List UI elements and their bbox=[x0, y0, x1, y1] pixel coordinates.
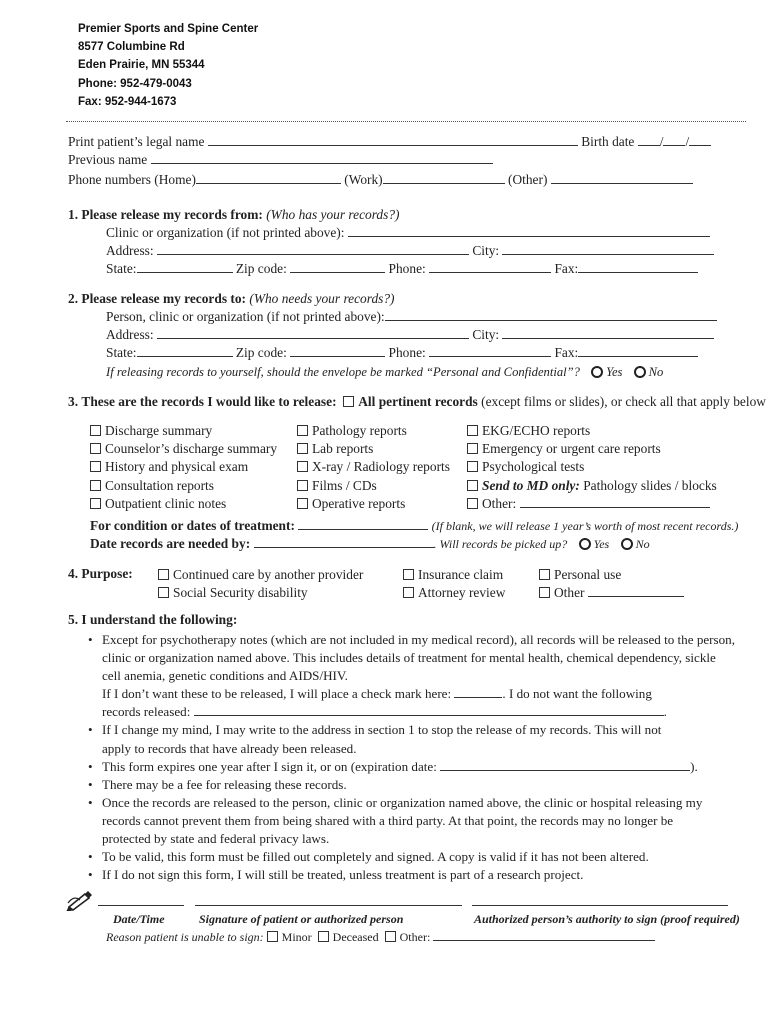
date-needed-label: Date records are needed by: bbox=[90, 536, 251, 551]
checkbox[interactable] bbox=[403, 569, 414, 580]
condition-field[interactable] bbox=[298, 518, 428, 530]
section3-heading bbox=[68, 394, 766, 410]
clinic-city: Eden Prairie, MN 55344 bbox=[78, 59, 205, 72]
s1-fax-label: Fax: bbox=[554, 261, 579, 276]
purpose-option bbox=[403, 566, 505, 584]
s2-org-row bbox=[106, 309, 717, 325]
bullet: • bbox=[88, 722, 93, 738]
no-label: No bbox=[648, 365, 664, 379]
item-text: records cannot prevent them from being shared with a third party. At that point, the records may no longer be bbox=[102, 812, 674, 828]
item-text: cell anemia, genetic conditions and AIDS/HIV. bbox=[102, 668, 348, 684]
records-col1 bbox=[90, 422, 277, 513]
checkbox[interactable] bbox=[403, 587, 414, 598]
previous-name-field[interactable] bbox=[151, 152, 493, 164]
list-item bbox=[88, 758, 735, 776]
option-label: X-ray / Radiology reports bbox=[312, 459, 450, 475]
option-label: EKG/ECHO reports bbox=[482, 423, 591, 438]
list-item bbox=[88, 721, 735, 739]
clinic-header bbox=[78, 20, 258, 111]
checkbox[interactable] bbox=[90, 443, 101, 454]
option-label: Psychological tests bbox=[482, 459, 585, 475]
work-phone-label: (Work) bbox=[344, 172, 383, 187]
checkbox[interactable] bbox=[90, 498, 101, 509]
patient-name-field[interactable] bbox=[208, 134, 578, 146]
list-item-cont bbox=[88, 740, 735, 758]
work-phone-field[interactable] bbox=[383, 172, 505, 184]
s1-address-row bbox=[106, 243, 714, 259]
section2-heading bbox=[68, 291, 395, 307]
signature-label: Signature of patient or authorized person bbox=[199, 912, 404, 926]
no-release-check-field[interactable] bbox=[454, 686, 502, 698]
other-phone-label: (Other) bbox=[508, 172, 548, 187]
other-records-field[interactable] bbox=[520, 496, 710, 508]
item-text: To be valid, this form must be filled out completely and signed. A copy is valid if it has not been altered. bbox=[102, 849, 649, 865]
option-label: Emergency or urgent care reports bbox=[482, 441, 661, 457]
s1-phone-field[interactable] bbox=[429, 261, 551, 273]
record-option bbox=[90, 495, 277, 513]
s1-zip-label: Zip code: bbox=[235, 261, 287, 276]
clinic-name: Premier Sports and Spine Center bbox=[78, 23, 259, 35]
record-option bbox=[297, 477, 450, 495]
envelope-no-radio[interactable] bbox=[634, 366, 646, 378]
section-number: 1. bbox=[68, 207, 79, 222]
reason-other-field[interactable] bbox=[433, 929, 655, 941]
checkbox[interactable] bbox=[297, 461, 308, 472]
s2-phone-label: Phone: bbox=[388, 345, 426, 360]
bullet: • bbox=[88, 867, 93, 883]
section-number: 4. bbox=[68, 566, 79, 581]
item-text: apply to records that have already been released. bbox=[102, 740, 357, 756]
section2-title: Please release my records to: bbox=[81, 291, 246, 306]
list-item bbox=[88, 631, 735, 649]
option-label: Continued care by another provider bbox=[173, 567, 364, 582]
minor-label: Minor bbox=[281, 930, 312, 944]
yes-label: Yes bbox=[606, 365, 623, 379]
s2-address-label: Address: bbox=[106, 327, 154, 342]
item-text: This form expires one year after I sign it, or on (expiration date: bbox=[102, 758, 437, 774]
birth-year-field[interactable] bbox=[689, 134, 711, 146]
s1-city-field[interactable] bbox=[502, 243, 714, 255]
option-label: Outpatient clinic notes bbox=[105, 495, 227, 511]
checkbox[interactable] bbox=[539, 587, 550, 598]
list-item-cont bbox=[88, 685, 735, 703]
option-label: History and physical exam bbox=[105, 459, 249, 475]
understanding-list bbox=[88, 631, 735, 884]
checkbox[interactable] bbox=[467, 498, 478, 509]
checkbox[interactable] bbox=[90, 461, 101, 472]
bullet: • bbox=[88, 794, 93, 810]
authority-line[interactable] bbox=[472, 905, 728, 906]
checkbox[interactable] bbox=[297, 498, 308, 509]
s1-city-label: City: bbox=[472, 243, 500, 258]
s2-address-row bbox=[106, 327, 714, 343]
section2-hint: (Who needs your records?) bbox=[249, 291, 395, 306]
record-option bbox=[297, 495, 450, 513]
date-needed-field[interactable] bbox=[254, 536, 434, 548]
birth-day-field[interactable] bbox=[663, 134, 685, 146]
s2-address-field[interactable] bbox=[157, 327, 469, 339]
checkbox[interactable] bbox=[297, 480, 308, 491]
section-number: 2. bbox=[68, 291, 79, 306]
list-item bbox=[88, 776, 735, 794]
records-col2 bbox=[297, 422, 450, 513]
s2-fax-field[interactable] bbox=[578, 345, 698, 357]
envelope-question: If releasing records to yourself, should the envelope be marked “Personal and Confidential”? bbox=[106, 365, 580, 379]
list-item-cont bbox=[88, 649, 735, 667]
record-option bbox=[297, 458, 450, 476]
other-checkbox[interactable] bbox=[385, 931, 396, 942]
list-item bbox=[88, 848, 735, 866]
s1-fax-field[interactable] bbox=[578, 261, 698, 273]
item-text: There may be a fee for releasing these records. bbox=[102, 776, 347, 792]
s2-city-field[interactable] bbox=[502, 327, 714, 339]
record-option bbox=[467, 458, 717, 476]
purpose-option bbox=[539, 566, 684, 584]
send-md-label: Send to MD only: bbox=[482, 477, 580, 493]
s1-state-field[interactable] bbox=[137, 261, 233, 273]
bullet: • bbox=[88, 849, 93, 865]
date-time-line[interactable] bbox=[98, 905, 184, 906]
section1-title: Please release my records from: bbox=[81, 207, 263, 222]
all-records-note: (except films or slides), or check all that apply below bbox=[481, 394, 766, 409]
list-item-cont bbox=[88, 667, 735, 685]
checkbox[interactable] bbox=[467, 461, 478, 472]
authority-label: Authorized person’s authority to sign (proof required) bbox=[474, 912, 740, 926]
list-item-cont: records released: . bbox=[102, 704, 667, 720]
item-text: clinic or organization named above. This includes details of treatment for mental health, chemical dependency, sickle bbox=[102, 650, 716, 666]
s2-city-label: City: bbox=[472, 327, 500, 342]
envelope-row bbox=[106, 364, 663, 380]
previous-name-label: Previous name bbox=[68, 152, 148, 167]
checkbox[interactable] bbox=[467, 425, 478, 436]
option-label: Personal use bbox=[554, 567, 622, 582]
option-label: Lab reports bbox=[312, 441, 374, 457]
option-label: Social Security disability bbox=[173, 585, 308, 600]
item-text: protected by state and federal privacy laws. bbox=[102, 831, 330, 847]
checkbox[interactable] bbox=[297, 425, 308, 436]
checkbox[interactable] bbox=[90, 425, 101, 436]
section1-heading bbox=[68, 207, 399, 223]
checkbox[interactable] bbox=[297, 443, 308, 454]
record-option bbox=[90, 440, 277, 458]
option-label: Pathology reports bbox=[312, 423, 407, 438]
purpose-option bbox=[158, 584, 363, 602]
option-label: Counselor’s discharge summary bbox=[105, 441, 278, 457]
option-label: Films / CDs bbox=[312, 477, 377, 493]
deceased-checkbox[interactable] bbox=[318, 931, 329, 942]
bullet: • bbox=[88, 758, 93, 774]
option-label: Operative reports bbox=[312, 495, 406, 511]
item-text: records released: bbox=[102, 704, 191, 720]
s2-fax-label: Fax: bbox=[554, 345, 579, 360]
record-option bbox=[467, 422, 717, 440]
checkbox[interactable] bbox=[467, 480, 478, 491]
other-phone-field[interactable] bbox=[551, 172, 693, 184]
item-text: If I change my mind, I may write to the address in section 1 to stop the release of my records. This will not bbox=[102, 722, 662, 738]
item-text: Once the records are released to the person, clinic or organization named above, the clinic or hospital releasing my bbox=[102, 794, 703, 810]
s2-state-row bbox=[106, 345, 698, 361]
s1-address-field[interactable] bbox=[157, 243, 469, 255]
list-item-cont bbox=[88, 812, 735, 830]
patient-name-label: Print patient’s legal name bbox=[68, 134, 205, 149]
s2-state-label: State: bbox=[106, 345, 137, 360]
item-text: If I don’t want these to be released, I will place a check mark here: bbox=[102, 686, 452, 702]
no-label: No bbox=[635, 537, 650, 551]
date-needed-row bbox=[90, 536, 650, 552]
purpose-col1 bbox=[158, 566, 363, 602]
option-label: Other: bbox=[482, 495, 517, 511]
record-option bbox=[297, 440, 450, 458]
item-text: Except for psychotherapy notes (which are not included in my medical record), all records will be released to the person, bbox=[102, 632, 736, 647]
checkbox[interactable] bbox=[467, 443, 478, 454]
section5-title: I understand the following: bbox=[81, 612, 238, 627]
list-item bbox=[88, 866, 735, 884]
clinic-fax: Fax: 952-944-1673 bbox=[78, 95, 177, 108]
deceased-label: Deceased bbox=[332, 930, 379, 944]
purpose-option bbox=[158, 566, 363, 584]
s2-phone-field[interactable] bbox=[429, 345, 551, 357]
purpose-col2 bbox=[403, 566, 505, 602]
patient-name-row bbox=[68, 134, 711, 150]
dotted-divider bbox=[66, 121, 746, 122]
checkbox[interactable] bbox=[158, 587, 169, 598]
option-label: Insurance claim bbox=[418, 567, 504, 582]
purpose-option bbox=[539, 584, 684, 602]
s1-address-label: Address: bbox=[106, 243, 154, 258]
pickup-yes-radio[interactable] bbox=[579, 538, 591, 550]
yes-label: Yes bbox=[593, 537, 610, 551]
pickup-no-radio[interactable] bbox=[621, 538, 633, 550]
item-text: ). bbox=[690, 758, 698, 774]
other-label: Other: bbox=[399, 930, 431, 944]
option-label: Pathology slides / blocks bbox=[583, 477, 717, 493]
record-option bbox=[90, 422, 277, 440]
clinic-phone: Phone: 952-479-0043 bbox=[78, 77, 192, 90]
birth-date-label: Birth date bbox=[581, 134, 635, 149]
record-option-other bbox=[467, 495, 717, 513]
s1-zip-field[interactable] bbox=[290, 261, 385, 273]
record-option bbox=[467, 440, 717, 458]
envelope-yes-radio[interactable] bbox=[591, 366, 603, 378]
checkbox[interactable] bbox=[158, 569, 169, 580]
option-label: Attorney review bbox=[418, 585, 506, 600]
section-number: 3. bbox=[68, 394, 79, 409]
s1-phone-label: Phone: bbox=[388, 261, 426, 276]
birth-month-field[interactable] bbox=[638, 134, 660, 146]
s2-org-label: Person, clinic or organization (if not printed above): bbox=[106, 309, 385, 324]
item-text: If I do not sign this form, I will still be treated, unless treatment is part of a research project. bbox=[102, 867, 584, 883]
condition-note: (If blank, we will release 1 year’s worth of most recent records.) bbox=[431, 519, 739, 533]
pickup-question: . Will records be picked up? bbox=[433, 537, 568, 551]
s1-state-row bbox=[106, 261, 698, 277]
date-sep: / bbox=[659, 134, 664, 149]
condition-row bbox=[90, 518, 738, 534]
purpose-col3 bbox=[539, 566, 684, 602]
s2-org-field[interactable] bbox=[385, 309, 717, 321]
all-records-label: All pertinent records bbox=[358, 394, 478, 409]
home-phone-label: Phone numbers (Home) bbox=[68, 172, 196, 187]
purpose-other-field[interactable] bbox=[588, 585, 684, 597]
s1-state-label: State: bbox=[106, 261, 137, 276]
expiration-date-field[interactable] bbox=[440, 759, 690, 771]
section-number: 5. bbox=[68, 612, 79, 627]
phone-row bbox=[68, 172, 693, 188]
record-option-send-md bbox=[467, 477, 717, 495]
section5-heading bbox=[68, 612, 237, 628]
bullet: • bbox=[88, 632, 93, 647]
all-records-checkbox[interactable] bbox=[343, 396, 354, 407]
section4-heading bbox=[68, 566, 133, 582]
bullet: • bbox=[88, 776, 93, 792]
reason-label: Reason patient is unable to sign: bbox=[106, 930, 264, 944]
option-label: Consultation reports bbox=[105, 477, 214, 493]
s1-org-field[interactable] bbox=[348, 225, 710, 237]
records-col3 bbox=[467, 422, 717, 513]
record-option bbox=[90, 458, 277, 476]
home-phone-field[interactable] bbox=[196, 172, 341, 184]
item-text: . I do not want the following bbox=[502, 686, 652, 702]
option-label: Discharge summary bbox=[105, 423, 213, 438]
date-sep: / bbox=[685, 134, 690, 149]
condition-label: For condition or dates of treatment: bbox=[90, 518, 295, 533]
minor-checkbox[interactable] bbox=[267, 931, 278, 942]
s2-zip-label: Zip code: bbox=[235, 345, 287, 360]
pen-signature-icon bbox=[66, 889, 96, 915]
records-not-released-field[interactable] bbox=[194, 704, 664, 716]
section4-title: Purpose: bbox=[81, 566, 133, 581]
clinic-street: 8577 Columbine Rd bbox=[78, 41, 185, 54]
signature-line[interactable] bbox=[195, 905, 462, 906]
list-item bbox=[88, 794, 735, 812]
s2-zip-field[interactable] bbox=[290, 345, 385, 357]
option-label: Other bbox=[554, 585, 585, 600]
record-option bbox=[90, 477, 277, 495]
checkbox[interactable] bbox=[90, 480, 101, 491]
s2-state-field[interactable] bbox=[137, 345, 233, 357]
purpose-option bbox=[403, 584, 505, 602]
list-item-cont bbox=[88, 830, 735, 848]
date-time-label: Date/Time bbox=[113, 912, 165, 926]
section1-hint: (Who has your records?) bbox=[266, 207, 400, 222]
reason-row bbox=[106, 929, 655, 945]
s1-org-label: Clinic or organization (if not printed above): bbox=[106, 225, 345, 240]
s1-org-row bbox=[106, 225, 710, 241]
record-option bbox=[297, 422, 450, 440]
checkbox[interactable] bbox=[539, 569, 550, 580]
section3-title: These are the records I would like to release: bbox=[81, 394, 337, 409]
previous-name-row bbox=[68, 152, 493, 168]
